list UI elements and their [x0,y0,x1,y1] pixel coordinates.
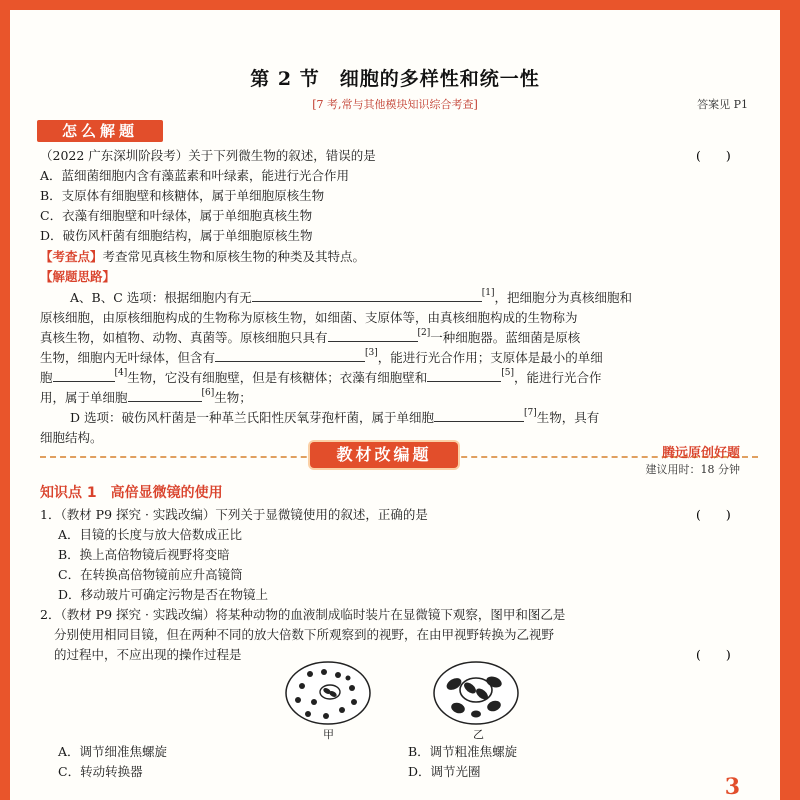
question-2-line: 分别使用相同目镜，但在两种不同的放大倍数下所观察到的视野，在由甲视野转换为乙视野 [54,627,555,642]
solution-approach-label: 【解题思路】 [40,269,116,284]
fill-blank[interactable] [427,368,501,382]
answer-blank[interactable]: ( ) [696,647,731,662]
figure-label-jia: 甲 [323,728,334,741]
exam-frequency-note: [7 考,常与其他模块知识综合考查] [312,98,478,111]
exam-point-text: 考查常见真核生物和原核生物的种类及其特点。 [102,249,366,264]
q2-option-b: B．调节粗准焦螺旋 [408,744,518,759]
fill-blank[interactable] [252,288,482,302]
exam-point-label: 【考查点】 [40,249,103,264]
page-title: 第 2 节 细胞的多样性和统一性 [250,68,540,90]
fill-blank[interactable] [434,408,524,422]
microscope-field-yi [428,660,528,726]
solution-line: D 选项：破伤风杆菌是一种革兰氏阳性厌氧芽孢杆菌，属于单细胞 [7]生物，具有 [70,408,600,425]
fill-blank[interactable] [215,348,365,362]
solution-line: A、B、C 选项：根据细胞内有无 [1]，把细胞分为真核细胞和 [70,288,633,305]
q2-option-a: A．调节细准焦螺旋 [58,744,168,759]
exam-point [40,247,365,265]
answer-blank[interactable]: ( ) [696,507,731,522]
question-2-line: 的过程中，不应出现的操作过程是 [54,647,242,662]
section-label-how-to-solve: 怎么解题 [37,120,163,142]
textbook-adapted-banner: 教材改编题 [310,442,458,468]
q1-option-c: C．在转换高倍物镜前应升高镜筒 [58,567,243,582]
option-c: C．衣藻有细胞壁和叶绿体，属于单细胞真核生物 [40,208,313,223]
option-b: B．支原体有细胞壁和核糖体，属于单细胞原核生物 [40,188,325,203]
question-1-stem: 1．（教材 P9 探究 · 实践改编）下列关于显微镜使用的叙述，正确的是 [40,507,428,522]
brand-label: 腾远原创好题 [661,446,740,461]
fill-blank[interactable] [128,388,202,402]
option-d: D．破伤风杆菌有细胞结构，属于单细胞原核生物 [40,228,313,243]
solution-line: 用，属于单细胞 [6]生物； [40,388,252,405]
figure-label-yi: 乙 [473,728,484,741]
q1-option-d: D．移动玻片可确定污物是否在物镜上 [58,587,269,602]
q2-option-c: C．转动转换器 [58,764,143,779]
question-2-line: 2．（教材 P9 探究 · 实践改编）将某种动物的血液制成临时装片在显微镜下观察，图甲和图乙是 [40,607,566,622]
solution-line: 真核生物，如植物、动物、真菌等。原核细胞只具有 [2]一种细胞器。蓝细菌是原核 [40,328,581,345]
solution-line: 细胞结构。 [40,430,103,445]
microscope-field-jia [280,660,380,726]
fill-blank[interactable] [328,328,418,342]
page-number: 3 [724,774,740,800]
solution-line: 生物，细胞内无叶绿体，但含有 [3]，能进行光合作用；支原体是最小的单细 [40,348,603,365]
suggested-time: 建议用时：18 分钟 [645,463,740,476]
textbook-page [10,10,780,800]
knowledge-point-title: 知识点 1 高倍显微镜的使用 [40,485,223,501]
answer-blank[interactable]: ( ) [696,148,731,163]
solution-line: 胞 [4]生物，它没有细胞壁，但是有核糖体；衣藻有细胞壁和 [5]，能进行光合作 [40,368,602,385]
solution-line: 原核细胞，由原核细胞构成的生物称为原核生物，如细菌、支原体等，由真核细胞构成的生物称为 [40,310,578,325]
q1-option-a: A．目镜的长度与放大倍数成正比 [58,527,243,542]
option-a: A．蓝细菌细胞内含有藻蓝素和叶绿素，能进行光合作用 [40,168,350,183]
question-stem: （2022 广东深圳阶段考）关于下列微生物的叙述，错误的是 [40,148,376,163]
answer-reference: 答案见 P1 [697,98,748,111]
q2-option-d: D．调节光圈 [408,764,481,779]
q1-option-b: B．换上高倍物镜后视野将变暗 [58,547,230,562]
fill-blank[interactable] [53,368,115,382]
